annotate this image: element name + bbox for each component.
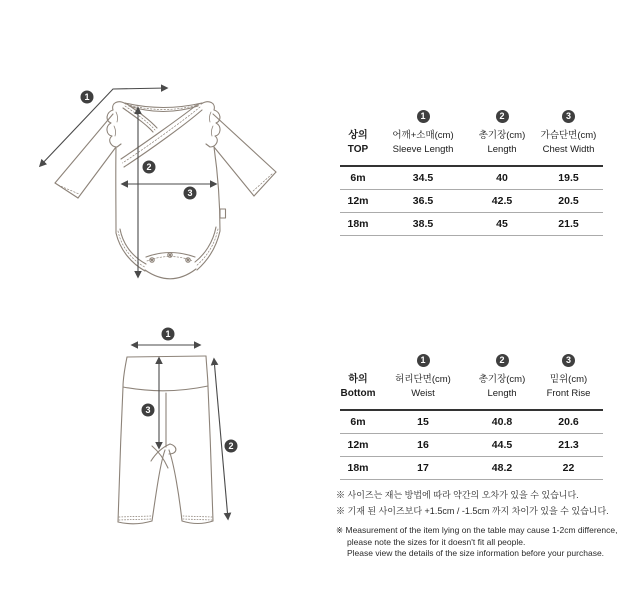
measure-1-badge: 1 <box>417 110 430 123</box>
table-cell: 42.5 <box>491 195 513 207</box>
table-row <box>340 434 603 457</box>
size-label: 12m <box>347 439 369 451</box>
column-header-en: Chest Width <box>542 144 595 155</box>
table-cell: 34.5 <box>412 172 434 184</box>
table-cell: 20.5 <box>558 195 579 207</box>
table-label-ko: 상의 <box>348 130 368 141</box>
measure-2-badge: 2 <box>496 354 509 367</box>
table-row <box>340 213 603 236</box>
table-row <box>340 457 603 480</box>
table-label-en: Bottom <box>340 388 376 399</box>
table-cell: 15 <box>417 416 429 428</box>
measure-1-badge: 1 <box>417 354 430 367</box>
size-note-ko-2: ※ 기재 된 사이즈보다 +1.5cm / -1.5cm 까지 차이가 있을 수 있습니다. <box>336 506 609 516</box>
column-header-en: Length <box>487 388 517 399</box>
column-header-chest-width <box>534 110 603 157</box>
svg-text:3: 3 <box>145 405 151 415</box>
bodysuit-diagram <box>55 102 276 279</box>
table-cell: 40.8 <box>491 416 513 428</box>
column-header-ko: 허리단면(cm) <box>395 374 451 385</box>
measure-badge-1 <box>162 328 175 341</box>
measure-badge-3 <box>184 187 197 200</box>
size-note-en-3: Please view the details of the size information before your purchase. <box>347 548 605 558</box>
table-cell: 20.6 <box>558 416 579 428</box>
measure-badge-3 <box>142 404 155 417</box>
column-header-length <box>470 110 534 157</box>
table-cell: 45 <box>496 218 508 230</box>
top-table-header <box>340 104 603 167</box>
top-size-table <box>340 104 603 236</box>
size-notes <box>336 487 636 560</box>
table-cell: 36.5 <box>412 195 434 207</box>
table-row <box>340 167 603 190</box>
column-header-sleeve-length <box>376 110 470 157</box>
column-header-waist <box>376 354 470 401</box>
column-header-en: Front Rise <box>546 388 591 399</box>
column-header-en: Weist <box>411 388 435 399</box>
table-label-en: TOP <box>347 144 369 155</box>
size-note-en-1: ※ Measurement of the item lying on the table may cause 1-2cm difference, <box>336 525 618 535</box>
table-cell: 44.5 <box>491 439 513 451</box>
measure-badge-1 <box>81 91 94 104</box>
bottom-size-table <box>340 348 603 480</box>
measure-3-badge: 3 <box>562 354 575 367</box>
size-label: 6m <box>350 172 366 184</box>
table-cell: 22 <box>562 462 575 474</box>
column-header-front-rise <box>534 354 603 401</box>
column-header-ko: 총기장(cm) <box>478 374 526 385</box>
table-cell: 19.5 <box>558 172 579 184</box>
size-note-ko-1: ※ 사이즈는 재는 방법에 따라 약간의 오차가 있을 수 있습니다. <box>336 490 579 500</box>
table-cell: 40 <box>496 172 508 184</box>
bottom-table-label <box>340 354 376 401</box>
column-header-en: Sleeve Length <box>392 144 454 155</box>
size-notes-en <box>336 525 636 560</box>
measure-3-badge: 3 <box>562 110 575 123</box>
svg-text:1: 1 <box>165 329 171 339</box>
table-label-ko: 하의 <box>348 374 368 385</box>
column-header-en: Length <box>487 144 517 155</box>
top-table-label <box>340 110 376 157</box>
table-cell: 17 <box>417 462 429 474</box>
size-label: 6m <box>350 416 366 428</box>
pants-diagram <box>118 356 213 524</box>
column-header-ko: 밑위(cm) <box>549 374 588 385</box>
svg-text:2: 2 <box>228 441 234 451</box>
size-label: 12m <box>347 195 369 207</box>
size-label: 18m <box>347 462 369 474</box>
column-header-length <box>470 354 534 401</box>
size-label: 18m <box>347 218 369 230</box>
pants-measure-badges <box>142 328 238 453</box>
table-row <box>340 411 603 434</box>
pants-length-arrow <box>214 359 228 519</box>
table-cell: 48.2 <box>491 462 513 474</box>
measure-2-badge: 2 <box>496 110 509 123</box>
svg-text:3: 3 <box>187 188 193 198</box>
measure-badge-2 <box>225 440 238 453</box>
table-cell: 16 <box>417 439 429 451</box>
svg-text:2: 2 <box>146 162 152 172</box>
svg-text:1: 1 <box>84 92 90 102</box>
measure-badge-2 <box>143 161 156 174</box>
size-note-en-2: please note the sizes for it doesn't fit all people. <box>347 536 526 547</box>
table-cell: 38.5 <box>412 218 434 230</box>
column-header-ko: 어깨+소매(cm) <box>392 130 454 141</box>
table-cell: 21.3 <box>558 439 579 451</box>
table-row <box>340 190 603 213</box>
column-header-ko: 총기장(cm) <box>478 130 526 141</box>
pants-measure-arrows <box>132 345 228 519</box>
bottom-table-header <box>340 348 603 411</box>
column-header-ko: 가슴단면(cm) <box>540 130 597 141</box>
table-cell: 21.5 <box>558 218 579 230</box>
